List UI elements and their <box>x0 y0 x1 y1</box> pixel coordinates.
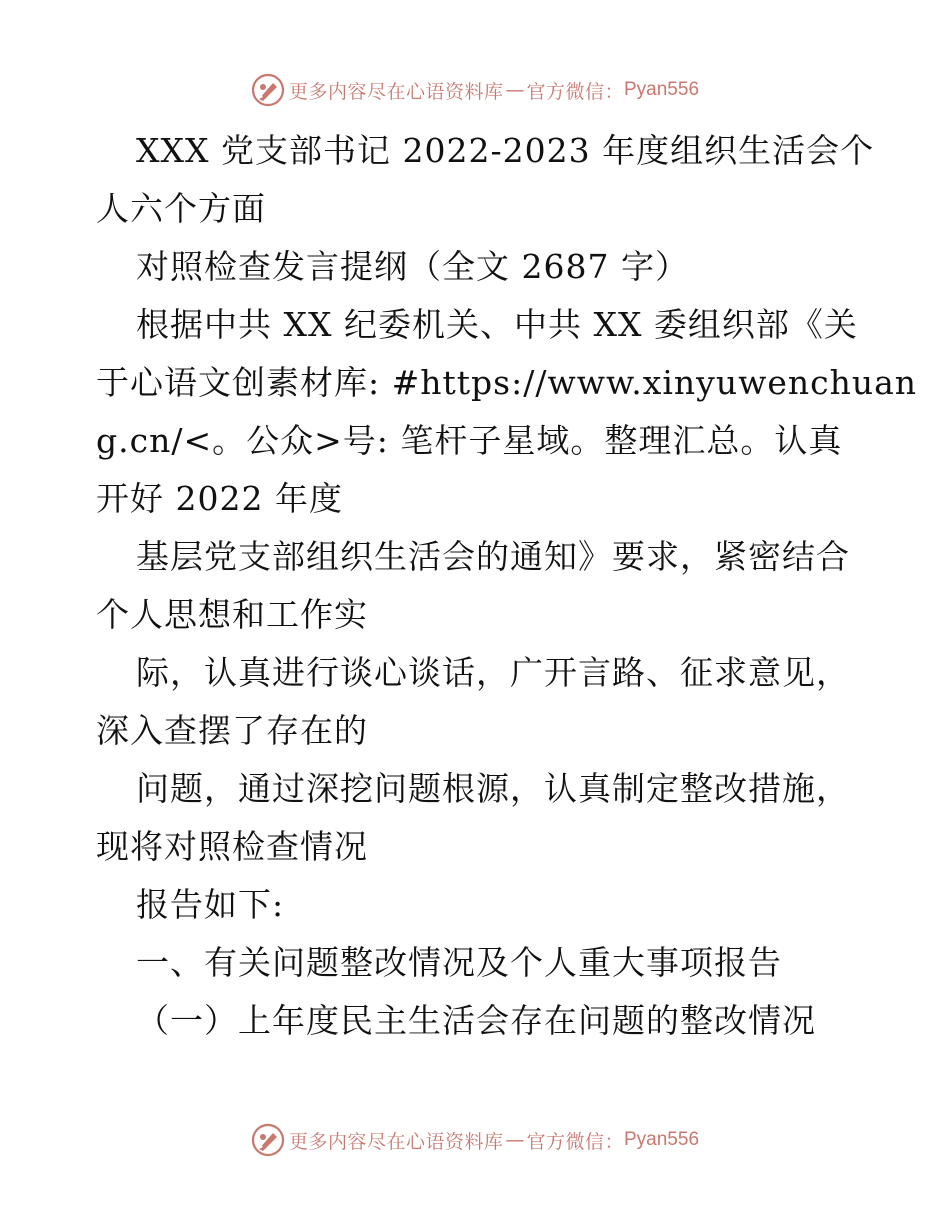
pen-logo-icon <box>251 1123 285 1157</box>
watermark-id: Pyan556 <box>624 79 700 100</box>
watermark-separator: — <box>505 1129 525 1151</box>
watermark-id: Pyan556 <box>624 1129 700 1150</box>
pen-logo-icon <box>251 73 285 107</box>
paragraph-line: 问题，通过深挖问题根源，认真制定整改措施， <box>136 769 850 808</box>
paragraph-line: 基层党支部组织生活会的通知》要求，紧密结合 <box>136 537 850 576</box>
subtitle-line: 对照检查发言提纲（全文 2687 字） <box>136 247 689 286</box>
paragraph-line: 个人思想和工作实 <box>96 595 368 634</box>
header-watermark <box>0 72 950 108</box>
watermark-channel: 官方微信： <box>526 1130 624 1153</box>
paragraph-line: g.cn/<。公众>号: 笔杆子星域。整理汇总。认真 <box>96 421 843 460</box>
section-heading: 一、有关问题整改情况及个人重大事项报告 <box>136 943 782 982</box>
paragraph-line: 开好 2022 年度 <box>96 479 343 518</box>
watermark-text: 更多内容尽在心语资料库 <box>288 1130 504 1153</box>
paragraph-line: 于心语文创素材库: #https://www.xinyuwenchuan <box>96 363 918 402</box>
watermark-text: 更多内容尽在心语资料库 <box>288 80 504 103</box>
paragraph-line: 根据中共 XX 纪委机关、中共 XX 委组织部《关 <box>136 305 858 344</box>
paragraph-line: 现将对照检查情况 <box>96 827 368 866</box>
paragraph-line: 报告如下: <box>136 885 285 924</box>
title-line-1: XXX 党支部书记 2022-2023 年度组织生活会个 <box>136 131 875 170</box>
title-line-2: 人六个方面 <box>96 189 266 228</box>
watermark-separator: — <box>505 79 525 101</box>
paragraph-line: 际，认真进行谈心谈话，广开言路、征求意见， <box>136 653 850 692</box>
paragraph-line: 深入查摆了存在的 <box>96 711 368 750</box>
watermark-channel: 官方微信： <box>526 80 624 103</box>
subsection-heading: （一）上年度民主生活会存在问题的整改情况 <box>136 1001 816 1040</box>
document-body <box>96 122 918 1050</box>
footer-watermark <box>0 1122 950 1158</box>
